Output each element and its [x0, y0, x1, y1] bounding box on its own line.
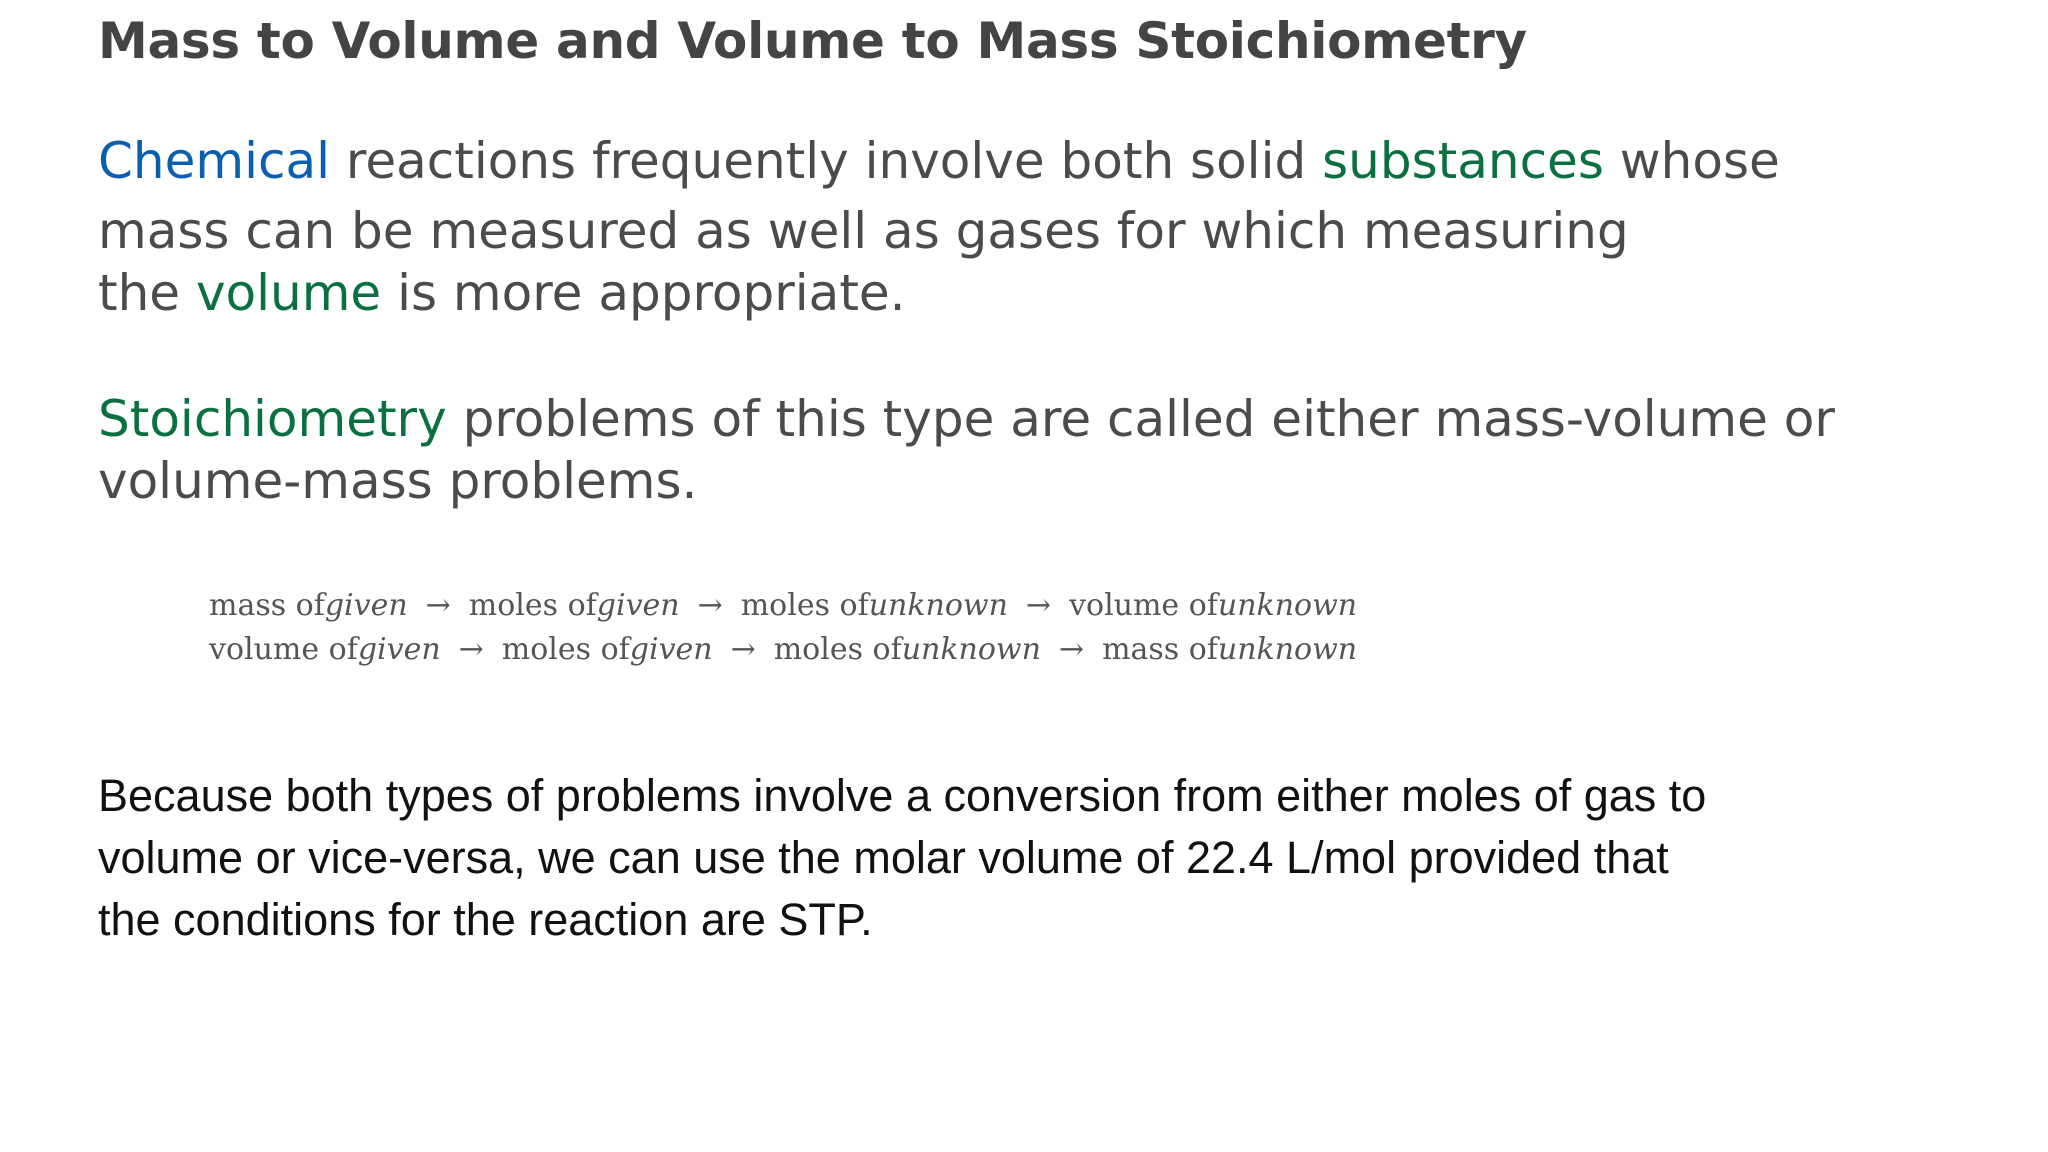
page-title: Mass to Volume and Volume to Mass Stoichiometry: [98, 12, 1527, 70]
stoichiometry-line-1: [98, 388, 1835, 450]
molar-volume-line-2: volume or vice-versa, we can use the molar volume of 22.4 L/mol provided that: [98, 832, 1669, 883]
intro-line-3: [98, 262, 1780, 324]
intro-text: is more appropriate.: [381, 264, 906, 322]
molar-volume-line-1: Because both types of problems involve a conversion from either moles of gas to: [98, 770, 1707, 821]
stoichiometry-link[interactable]: Stoichiometry: [98, 390, 447, 448]
stoichiometry-paragraph: [98, 388, 1835, 512]
formula-step: moles ofunknown: [740, 588, 1008, 623]
intro-paragraph: [98, 130, 1780, 324]
molar-volume-line-3: the conditions for the reaction are STP.: [98, 894, 873, 945]
formula-step: volume ofunknown: [1069, 588, 1358, 623]
volume-link[interactable]: volume: [195, 264, 382, 322]
intro-text: whose: [1603, 132, 1780, 190]
formula-step: volume ofgiven: [209, 632, 441, 667]
arrow-icon: →: [425, 588, 451, 623]
intro-text: reactions frequently involve both solid: [329, 132, 1323, 190]
arrow-icon: →: [730, 632, 756, 667]
formula-step: moles ofgiven: [501, 632, 713, 667]
conversion-formula-image: [209, 584, 1357, 672]
formula-row-volume-to-mass: [209, 628, 1357, 672]
intro-line-1: [98, 130, 1780, 192]
molar-volume-paragraph: [98, 765, 1706, 951]
substances-link[interactable]: substances: [1322, 132, 1604, 190]
intro-line-2: mass can be measured as well as gases for which measuring: [98, 202, 1629, 260]
stoichiometry-text: problems of this type are called either mass-volume or: [446, 390, 1835, 448]
arrow-icon: →: [1025, 588, 1052, 623]
formula-step: mass ofgiven: [209, 588, 408, 623]
formula-step: moles ofgiven: [468, 588, 680, 623]
formula-step: moles ofunknown: [773, 632, 1041, 667]
formula-step: mass ofunknown: [1102, 632, 1358, 667]
intro-text: the: [98, 264, 196, 322]
chemical-link[interactable]: Chemical: [98, 132, 330, 190]
arrow-icon: →: [458, 632, 484, 667]
arrow-icon: →: [697, 588, 723, 623]
formula-row-mass-to-volume: [209, 584, 1357, 628]
arrow-icon: →: [1058, 632, 1085, 667]
stoichiometry-line-2: volume-mass problems.: [98, 452, 698, 510]
